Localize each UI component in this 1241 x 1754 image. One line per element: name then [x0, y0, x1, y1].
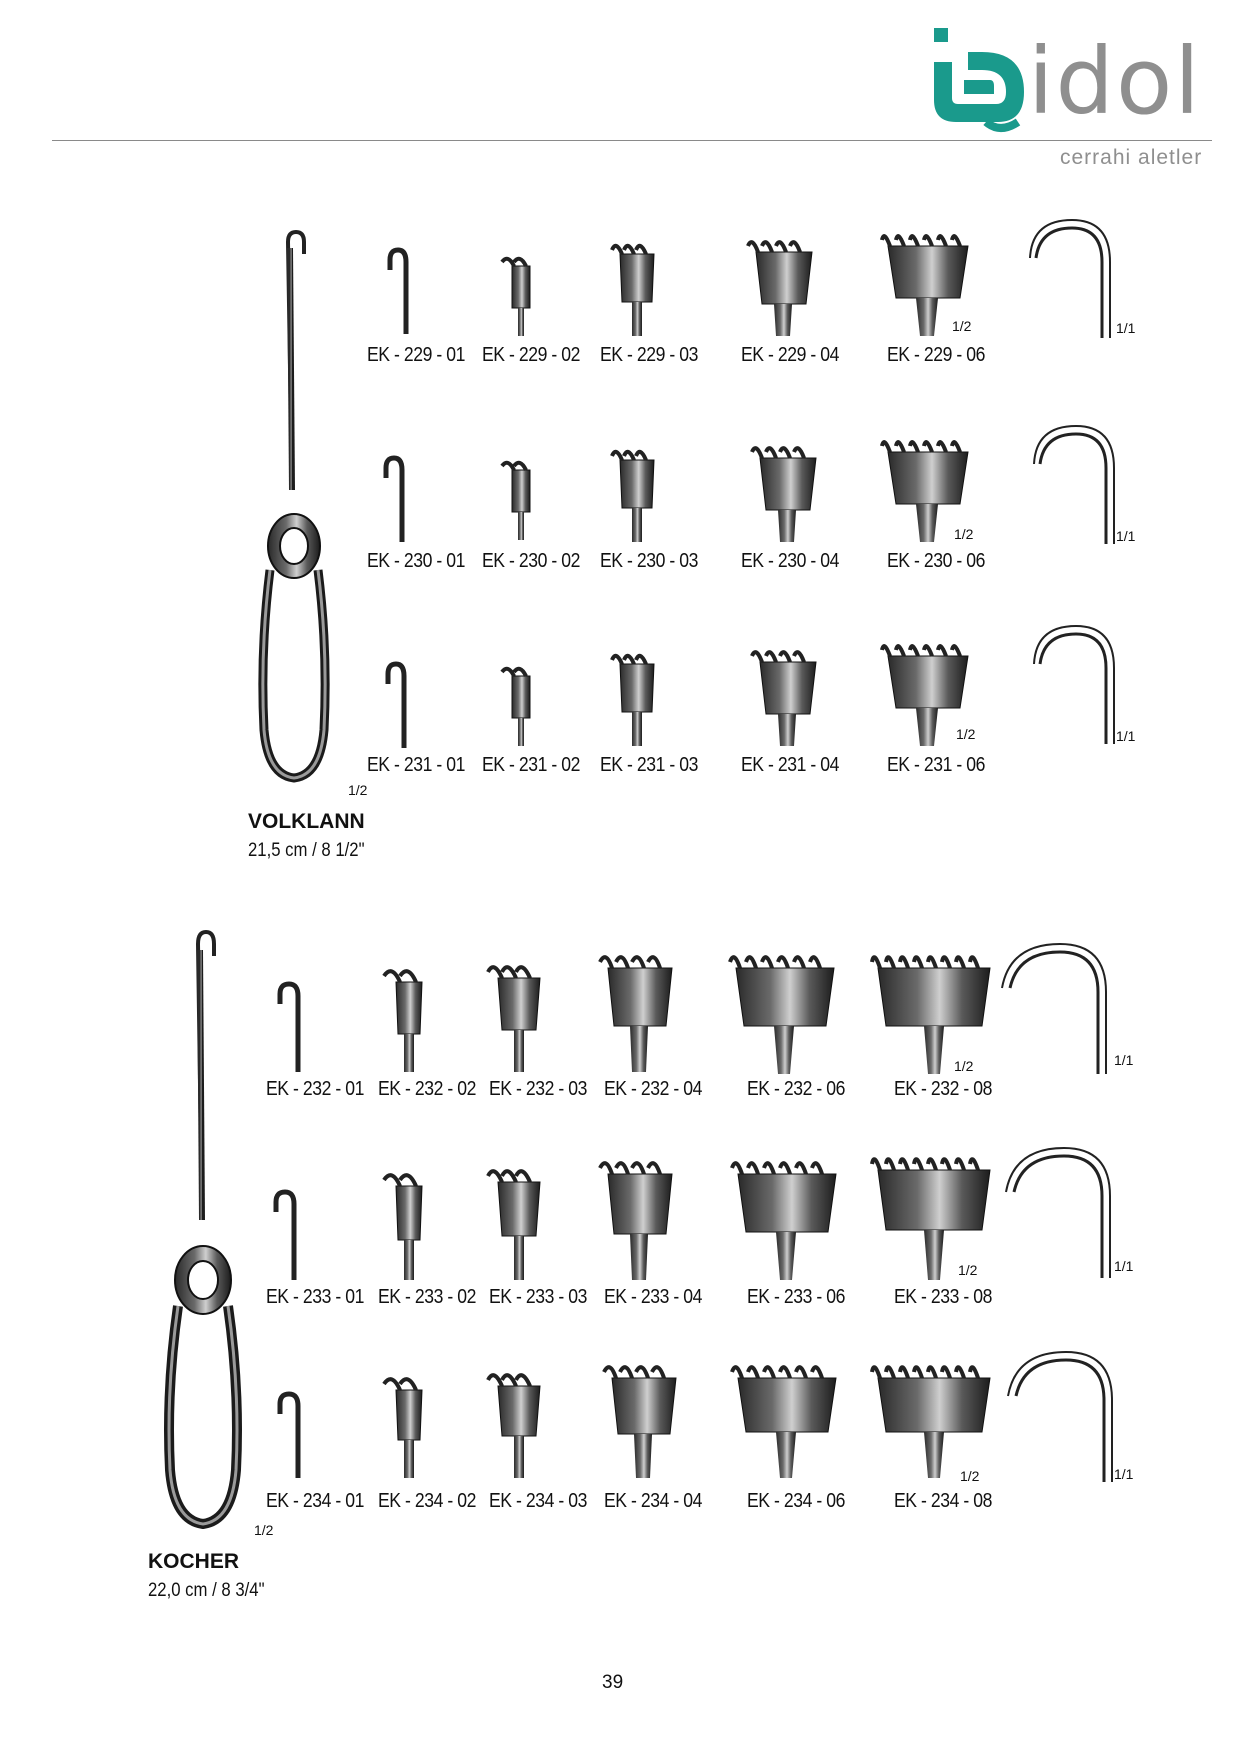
six-prong-hook-image [730, 950, 840, 1074]
product-code: EK - 234 - 06 [747, 1490, 845, 1512]
single-prong-hook-image [386, 246, 416, 334]
scale-half-label: 1/2 [956, 726, 976, 742]
four-prong-hook-image [604, 1360, 684, 1478]
product-code: EK - 230 - 03 [600, 550, 698, 572]
product-code: EK - 234 - 08 [894, 1490, 992, 1512]
scale-half-label: 1/2 [952, 318, 972, 334]
product-code: EK - 233 - 04 [604, 1286, 702, 1308]
scale-full-label: 1/1 [1114, 1258, 1134, 1274]
large-hook-detail-image [1032, 222, 1122, 338]
four-prong-hook-image [752, 646, 822, 746]
six-prong-hook-image [732, 1360, 842, 1478]
product-code: EK - 234 - 03 [489, 1490, 587, 1512]
kocher-handle-scale: 1/2 [254, 1522, 274, 1538]
volklann-handle-scale: 1/2 [348, 782, 368, 798]
product-code: EK - 229 - 06 [887, 344, 985, 366]
product-code: EK - 232 - 08 [894, 1078, 992, 1100]
product-code: EK - 234 - 02 [378, 1490, 476, 1512]
large-hook-detail-image [1010, 1148, 1120, 1278]
product-code: EK - 230 - 06 [887, 550, 985, 572]
scale-full-label: 1/1 [1116, 320, 1136, 336]
single-prong-hook-image [382, 454, 412, 542]
eight-prong-hook-image [872, 1152, 996, 1280]
product-code: EK - 231 - 06 [887, 754, 985, 776]
two-prong-hook-image [500, 456, 540, 540]
scale-half-label: 1/2 [958, 1262, 978, 1278]
three-prong-hook-image [612, 240, 662, 336]
two-prong-hook-image [500, 662, 540, 746]
product-code: EK - 233 - 08 [894, 1286, 992, 1308]
four-prong-hook-image [752, 442, 822, 542]
product-code: EK - 233 - 02 [378, 1286, 476, 1308]
four-prong-hook-image [600, 950, 680, 1072]
six-prong-hook-image [732, 1156, 842, 1280]
product-code: EK - 232 - 02 [378, 1078, 476, 1100]
brand-tagline: cerrahi aletler [1060, 146, 1203, 169]
kocher-name: KOCHER [148, 1550, 240, 1573]
three-prong-hook-image [612, 446, 662, 542]
two-prong-hook-image [378, 1372, 434, 1478]
volklann-size: 21,5 cm / 8 1/2" [248, 840, 365, 861]
product-code: EK - 233 - 06 [747, 1286, 845, 1308]
product-code: EK - 230 - 02 [482, 550, 580, 572]
four-prong-hook-image [600, 1156, 680, 1280]
product-code: EK - 233 - 01 [266, 1286, 364, 1308]
three-prong-hook-image [484, 960, 548, 1072]
header-divider [52, 140, 1212, 141]
product-code: EK - 232 - 06 [747, 1078, 845, 1100]
three-prong-hook-image [484, 1368, 548, 1478]
scale-full-label: 1/1 [1114, 1466, 1134, 1482]
single-prong-hook-image [384, 660, 414, 748]
scale-full-label: 1/1 [1116, 528, 1136, 544]
volklann-handle-image [258, 230, 330, 790]
single-prong-hook-image [272, 1188, 302, 1280]
volklann-name: VOLKLANN [248, 810, 365, 833]
product-code: EK - 229 - 03 [600, 344, 698, 366]
scale-full-label: 1/1 [1114, 1052, 1134, 1068]
single-prong-hook-image [276, 980, 306, 1072]
four-prong-hook-image [748, 236, 818, 336]
eight-prong-hook-image [872, 1360, 996, 1478]
page-number: 39 [602, 1672, 624, 1693]
two-prong-hook-image [500, 252, 540, 336]
kocher-size: 22,0 cm / 8 3/4" [148, 1580, 265, 1601]
three-prong-hook-image [612, 650, 662, 746]
scale-half-label: 1/2 [954, 1058, 974, 1074]
two-prong-hook-image [378, 964, 434, 1072]
product-code: EK - 231 - 02 [482, 754, 580, 776]
product-code: EK - 229 - 04 [741, 344, 839, 366]
product-code: EK - 234 - 01 [266, 1490, 364, 1512]
large-hook-detail-image [1036, 628, 1126, 744]
large-hook-detail-image [1006, 944, 1116, 1074]
three-prong-hook-image [484, 1164, 548, 1280]
scale-full-label: 1/1 [1116, 728, 1136, 744]
product-code: EK - 229 - 02 [482, 344, 580, 366]
product-code: EK - 231 - 03 [600, 754, 698, 776]
scale-half-label: 1/2 [960, 1468, 980, 1484]
product-code: EK - 230 - 01 [367, 550, 465, 572]
two-prong-hook-image [378, 1168, 434, 1280]
scale-half-label: 1/2 [954, 526, 974, 542]
large-hook-detail-image [1036, 428, 1126, 544]
product-code: EK - 232 - 04 [604, 1078, 702, 1100]
large-hook-detail-image [1012, 1352, 1122, 1482]
brand-logo [920, 22, 1220, 172]
product-code: EK - 231 - 04 [741, 754, 839, 776]
product-code: EK - 232 - 01 [266, 1078, 364, 1100]
product-code: EK - 229 - 01 [367, 344, 465, 366]
eight-prong-hook-image [872, 950, 996, 1074]
product-code: EK - 231 - 01 [367, 754, 465, 776]
product-code: EK - 232 - 03 [489, 1078, 587, 1100]
single-prong-hook-image [276, 1390, 306, 1478]
product-code: EK - 230 - 04 [741, 550, 839, 572]
product-code: EK - 233 - 03 [489, 1286, 587, 1308]
kocher-handle-image [164, 930, 242, 1530]
product-code: EK - 234 - 04 [604, 1490, 702, 1512]
brand-name: idol [1028, 28, 1202, 135]
